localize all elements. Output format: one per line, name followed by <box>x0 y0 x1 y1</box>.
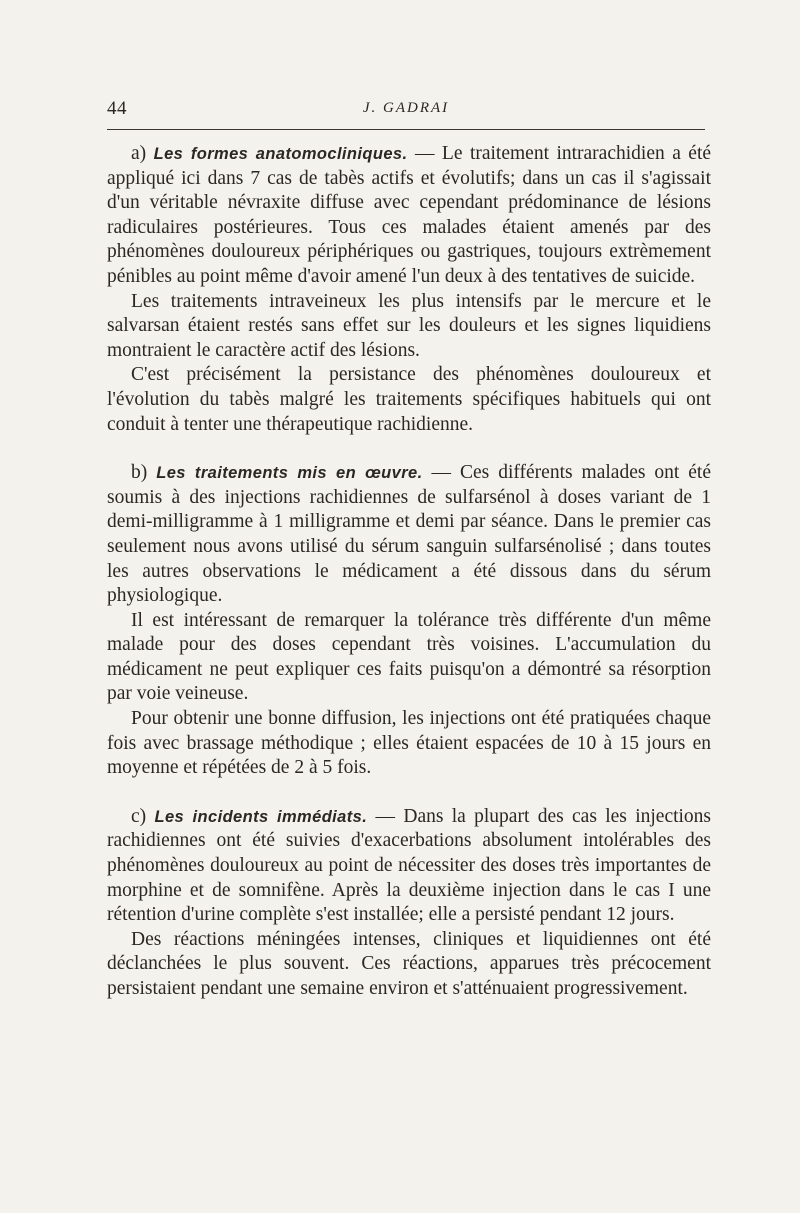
paragraph <box>107 461 711 609</box>
em-dash: — <box>431 462 452 484</box>
section-a <box>107 142 711 437</box>
paragraph-text: Dans la plupart des cas les injections rachidiennes ont été suivies d'exacerbations absolument intolérables des phénomènes douloureux au point de nécessiter des doses très importantes de morphine et de somnifène. Après la deuxième injection dans le cas I une rétention d'urine complète s'est installée; elle a persisté pendant 12 jours. <box>107 805 712 926</box>
section-title: Les incidents immédiats. <box>154 807 368 826</box>
paragraph <box>107 142 711 290</box>
section-label: c) <box>131 805 147 827</box>
section-b <box>107 461 711 781</box>
section-label: b) <box>131 462 148 484</box>
page-header <box>107 98 705 124</box>
paragraph: Il est intéressant de remarquer la tolérance très différente d'un même malade pour des doses cependant très voisines. L'accumulation du médicament ne peut expliquer ces faits puisqu'on a démontré sa résorption par voie veineuse. <box>107 609 711 705</box>
section-title: Les formes anatomocliniques. <box>153 145 408 163</box>
paragraph <box>107 805 711 928</box>
paragraph: Les traitements intraveineux les plus intensifs par le mercure et le salvarsan étaient restés sans effet sur les douleurs et les signes liquidiens montraient le caractère actif des lésions. <box>107 290 711 361</box>
paragraph: Des réactions méningées intenses, cliniques et liquidiennes ont été déclanchées le plus souvent. Ces réactions, apparues très précocement persistaient pendant une semaine environ et s'atténuaient progressivement. <box>107 928 711 999</box>
body-text <box>107 142 711 1002</box>
section-title: Les traitements mis en œuvre. <box>156 464 423 483</box>
paragraph: Pour obtenir une bonne diffusion, les injections ont été pratiquées chaque fois avec brassage méthodique ; elles étaient espacées de 10 à 15 jours en moyenne et répétées de 2 à 5 fois. <box>107 708 711 779</box>
header-rule <box>107 129 705 130</box>
em-dash: — <box>375 805 396 827</box>
running-head: J. GADRAI <box>362 100 450 116</box>
paragraph: C'est précisément la persistance des phénomènes douloureux et l'évolution du tabès malgré les traitements spécifiques habituels qui ont conduit à tenter une thérapeutique rachidienne. <box>107 364 711 435</box>
page-number: 44 <box>107 98 127 119</box>
section-c <box>107 805 711 1002</box>
paragraph-text: Le traitement intrarachidien a été appliqué ici dans 7 cas de tabès actifs et évolutifs; dans un cas il s'agissait d'un véritable névraxite diffuse avec cependant prédominance de lésions radiculaires postérieures. Tous ces malades étaient amenés par des phénomènes douloureux périphériques ou gastriques, toujours extrèmement pénibles au point même d'avoir amené l'un deux à des tentatives de suicide. <box>107 143 712 287</box>
section-label: a) <box>131 143 147 164</box>
paragraph-text: Ces différents malades ont été soumis à des injections rachidiennes de sulfarsénol à doses variant de 1 demi-milligramme à 1 milligramme et demi par séance. Dans le premier cas seulement nous avons utilisé du sérum sanguin sulfarsénolisé ; dans toutes les autres observations le médicament a été dissous dans du sérum physiologique. <box>107 462 712 607</box>
em-dash: — <box>414 143 435 164</box>
